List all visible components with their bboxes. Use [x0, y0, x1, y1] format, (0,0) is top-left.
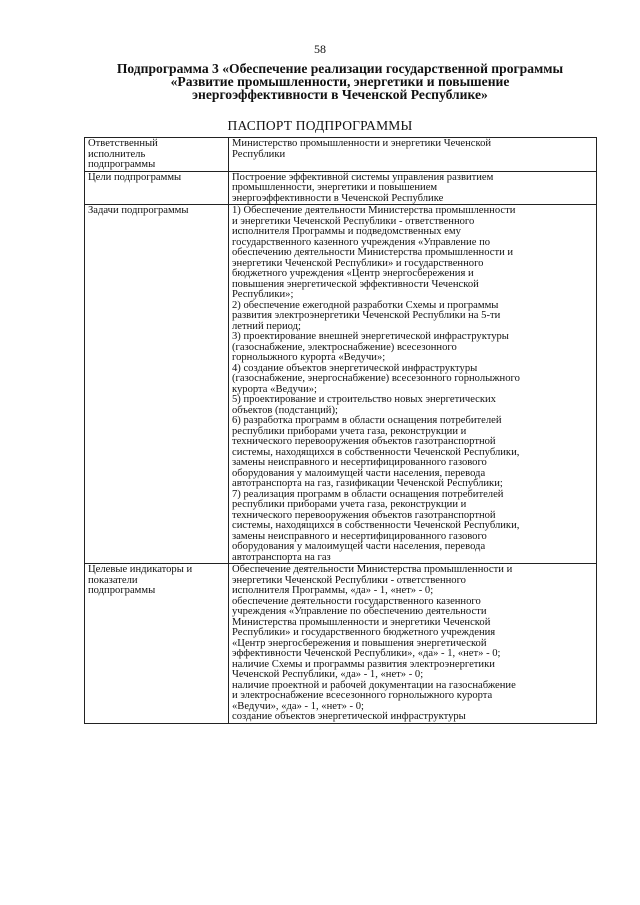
value-line: 3) проектирование внешней энергетической инфраструктуры: [232, 331, 509, 342]
value-line: Министерства промышленности и энергетики Чеченской: [232, 616, 491, 628]
label-line: показатели: [88, 574, 138, 586]
value-line: обеспечению деятельности Министерства промышленности и: [232, 247, 514, 258]
value-line: и электроснабжение всесезонного горнолыжного курорта: [232, 690, 493, 701]
value-line: учреждения «Управление по обеспечению деятельности: [232, 606, 487, 617]
title-line: энергоэффективности в Чеченской Республике»: [192, 87, 488, 102]
value-line: эффективности Чеченской Республики», «да» - 1, «нет» - 0;: [232, 648, 501, 659]
title-line: Подпрограмма 3 «Обеспечение реализации государственной программы: [116, 61, 564, 76]
value-line: летний период;: [232, 320, 301, 332]
value-line: повышения энергетической эффективности Чеченской: [232, 278, 479, 290]
row-label-cell: [85, 171, 229, 205]
title-line: «Развитие промышленности, энергетики и повышение: [170, 74, 510, 89]
value-line: республики приборами учета газа, реконструкции и: [232, 425, 467, 437]
value-line: 7) реализация программ в области оснащения потребителей: [232, 488, 504, 500]
value-line: и энергетики Чеченской Республики - ответственного: [232, 215, 475, 227]
value-line: Чеченской Республики, «да» - 1, «нет» - 0;: [232, 669, 424, 680]
row-label-cell: [85, 564, 229, 724]
label-line: Задачи подпрограммы: [88, 205, 189, 216]
value-line: технического перевооружения объектов газотранспортной: [232, 509, 496, 521]
value-line: 1) Обеспечение деятельности Министерства промышленности: [232, 205, 516, 216]
label-line: подпрограммы: [88, 585, 156, 596]
value-line: автотранспорта на газ, газификации Чеченской Республики;: [232, 478, 503, 489]
value-line: 4) создание объектов энергетической инфраструктуры: [232, 362, 478, 374]
value-line: Республики: [232, 148, 286, 160]
value-line: замены неисправного и несертифицированного газового: [232, 457, 487, 468]
value-line: «Центр энергосбережения и повышения энергетической: [232, 637, 487, 649]
value-line: «Ведучи», «да» - 1, «нет» - 0;: [232, 700, 364, 712]
value-line: замены неисправного и несертифицированного газового: [232, 530, 487, 542]
section-heading: ПАСПОРТ ПОДПРОГРАММЫ: [227, 118, 413, 133]
value-line: бюджетного учреждения «Центр энергосбережения и: [232, 268, 474, 279]
passport-table-body: [85, 138, 597, 724]
value-line: (газоснабжение, энергоснабжение) всесезонного горнолыжного: [232, 373, 520, 384]
document-title: [80, 62, 600, 101]
row-value-cell: [229, 171, 597, 205]
value-line: Республики» и государственного бюджетного учреждения: [232, 627, 496, 638]
value-line: горнолыжного курорта «Ведучи»;: [232, 352, 386, 363]
value-line: наличие Схемы и программы развития электроэнергетики: [232, 658, 495, 670]
value-line: объектов (подстанций);: [232, 404, 338, 416]
value-line: 6) разработка программ в области оснащения потребителей: [232, 415, 502, 426]
row-value-cell: [229, 138, 597, 172]
value-line: автотранспорта на газ: [232, 551, 331, 563]
value-line: оборудования у малоимущей части населения, перевода: [232, 541, 486, 552]
value-line: исполнителя Программы и подведомственных ему: [232, 226, 461, 237]
value-line: создание объектов энергетической инфраструктуры: [232, 711, 466, 722]
value-line: 2) обеспечение ежегодной разработки Схемы и программы: [232, 299, 499, 311]
value-line: энергетики Чеченской Республики - ответственного: [232, 574, 466, 586]
value-line: 5) проектирование и строительство новых энергетических: [232, 394, 496, 405]
row-indicators: [85, 564, 597, 724]
value-line: системы, находящихся в собственности Чеченской Республики,: [232, 446, 520, 458]
row-label-cell: [85, 205, 229, 564]
value-line: промышленности, энергетики и повышением: [232, 182, 438, 193]
label-line: Ответственный: [88, 138, 158, 149]
row-value-cell: [229, 205, 597, 564]
label-line: Целевые индикаторы и: [88, 564, 193, 575]
label-line: подпрограммы: [88, 159, 156, 170]
row-tasks: [85, 205, 597, 564]
value-line: наличие проектной и рабочей документации на газоснабжение: [232, 679, 516, 691]
value-line: энергетики Чеченской Республики» и государственного: [232, 257, 484, 269]
value-line: энергоэффективности в Чеченской Республике: [232, 192, 444, 204]
label-line: исполнитель: [88, 148, 146, 160]
value-line: обеспечение деятельности государственного казенного: [232, 595, 481, 607]
row-goals: [85, 171, 597, 205]
value-line: Министерство промышленности и энергетики Чеченской: [232, 138, 492, 149]
page-number: 58: [314, 42, 326, 56]
value-line: оборудования у малоимущей части населения, перевода: [232, 467, 486, 479]
value-line: курорта «Ведучи»;: [232, 383, 318, 395]
value-line: республики приборами учета газа, реконструкции и: [232, 499, 467, 510]
value-line: (газоснабжение, электроснабжение) всесезонного: [232, 341, 457, 353]
label-line: Цели подпрограммы: [88, 171, 182, 183]
value-line: Республики»;: [232, 289, 294, 300]
value-line: государственного казенного учреждения «Управление по: [232, 236, 491, 248]
row-value-cell: [229, 564, 597, 724]
value-line: Построение эффективной системы управления развитием: [232, 171, 494, 183]
passport-table: [84, 137, 597, 724]
value-line: исполнителя Программы, «да» - 1, «нет» - 0;: [232, 585, 434, 596]
value-line: технического перевооружения объектов газотранспортной: [232, 436, 496, 447]
row-label-cell: [85, 138, 229, 172]
value-line: системы, находящихся в собственности Чеченской Республики,: [232, 520, 520, 531]
value-line: развития электроэнергетики Чеченской Республики на 5-ти: [232, 310, 501, 321]
row-responsible-executor: [85, 138, 597, 172]
value-line: Обеспечение деятельности Министерства промышленности и: [232, 564, 513, 575]
